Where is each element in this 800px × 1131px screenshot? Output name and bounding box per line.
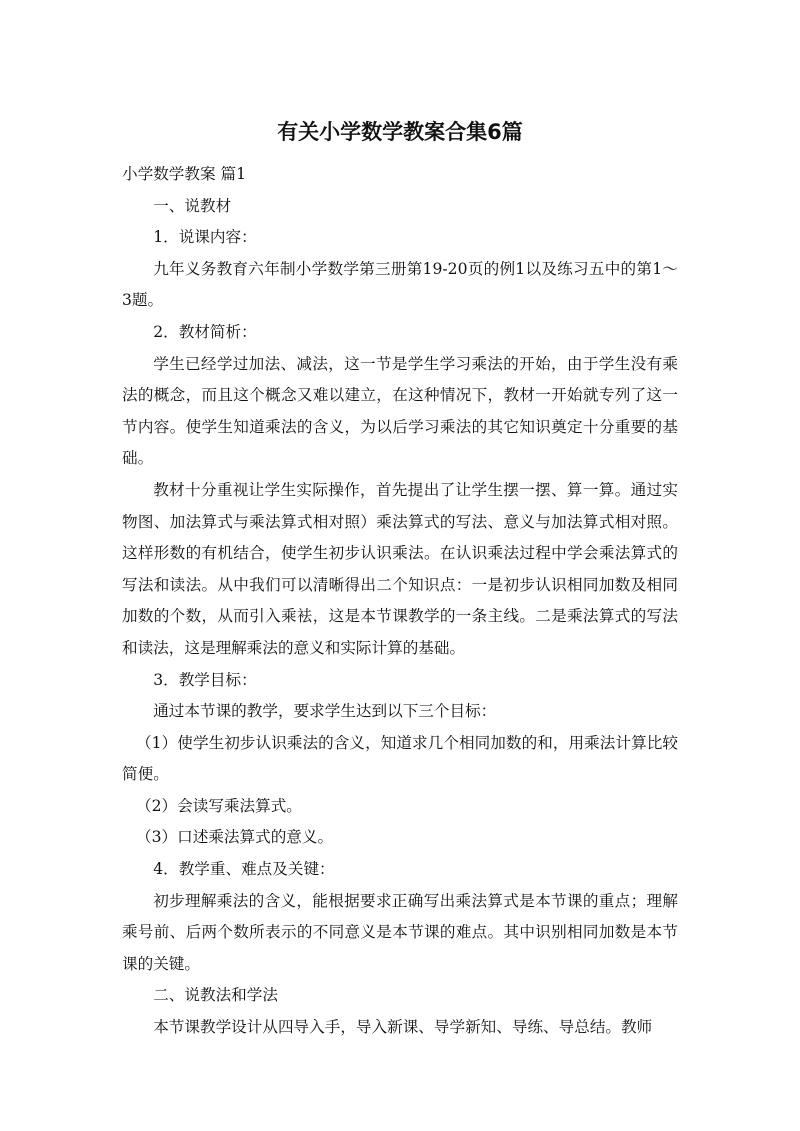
list-item: （3）口述乘法算式的意义。 <box>136 828 334 847</box>
document-title: 有关小学数学教案合集6篇 <box>277 120 523 144</box>
paragraph: 通过本节课的教学，要求学生达到以下三个目标： <box>153 702 497 721</box>
subheading-jiaoxue-mubiao: 3．教学目标： <box>153 670 257 689</box>
document-body <box>122 159 678 1044</box>
list-item: （1）使学生初步认识乘法的含义，知道求几个相同加数的和，用乘法计算比较简便。 <box>122 733 678 784</box>
subheading-jiaocai-jianxi: 2．教材简析： <box>153 322 257 341</box>
subheading-shuoke-neirong: 1．说课内容： <box>153 228 257 247</box>
paragraph: 九年义务教育六年制小学数学第三册第19-20页的例1以及练习五中的第1～3题。 <box>122 259 678 310</box>
heading-jiaofa-xuefa: 二、说教法和学法 <box>153 986 278 1005</box>
paragraph: 本节课教学设计从四导入手，导入新课、导学新知、导练、导总结。教师 <box>153 1018 653 1037</box>
heading-shuo-jiaocai: 一、说教材 <box>153 196 232 215</box>
list-item: （2）会读写乘法算式。 <box>136 796 302 815</box>
paragraph: 教材十分重视让学生实际操作，首先提出了让学生摆一摆、算一算。通过实物图、加法算式与乘法算式相对照）乘法算式的写法、意义与加法算式相对照。这样形数的有机结合，使学生初步认识乘法。在认识乘法过程中学会乘法算式的写法和读法。从中我们可以清晰得出二个知识点：一是初步认识相同加数及相同加数的个数，从而引入乘袪，这是本节课教学的一条主线。二是乘法算式的写法和读法，这是理解乘法的意义和实际计算的基础。 <box>122 480 678 657</box>
section-heading: 小学数学教案 篇1 <box>122 165 247 183</box>
paragraph: 学生已经学过加法、减法，这一节是学生学习乘法的开始，由于学生没有乘法的概念，而且这个概念又难以建立，在这种情况下，教材一开始就专列了这一节内容。使学生知道乘法的含义，为以后学习乘法的其它知识奠定十分重要的基础。 <box>122 354 678 468</box>
paragraph: 初步理解乘法的含义，能根据要求正确写出乘法算式是本节课的重点；理解乘号前、后两个数所表示的不同意义是本节课的难点。其中识别相同加数是本节课的关键。 <box>122 891 678 973</box>
subheading-zhongnandian: 4．教学重、难点及关键： <box>153 860 335 879</box>
